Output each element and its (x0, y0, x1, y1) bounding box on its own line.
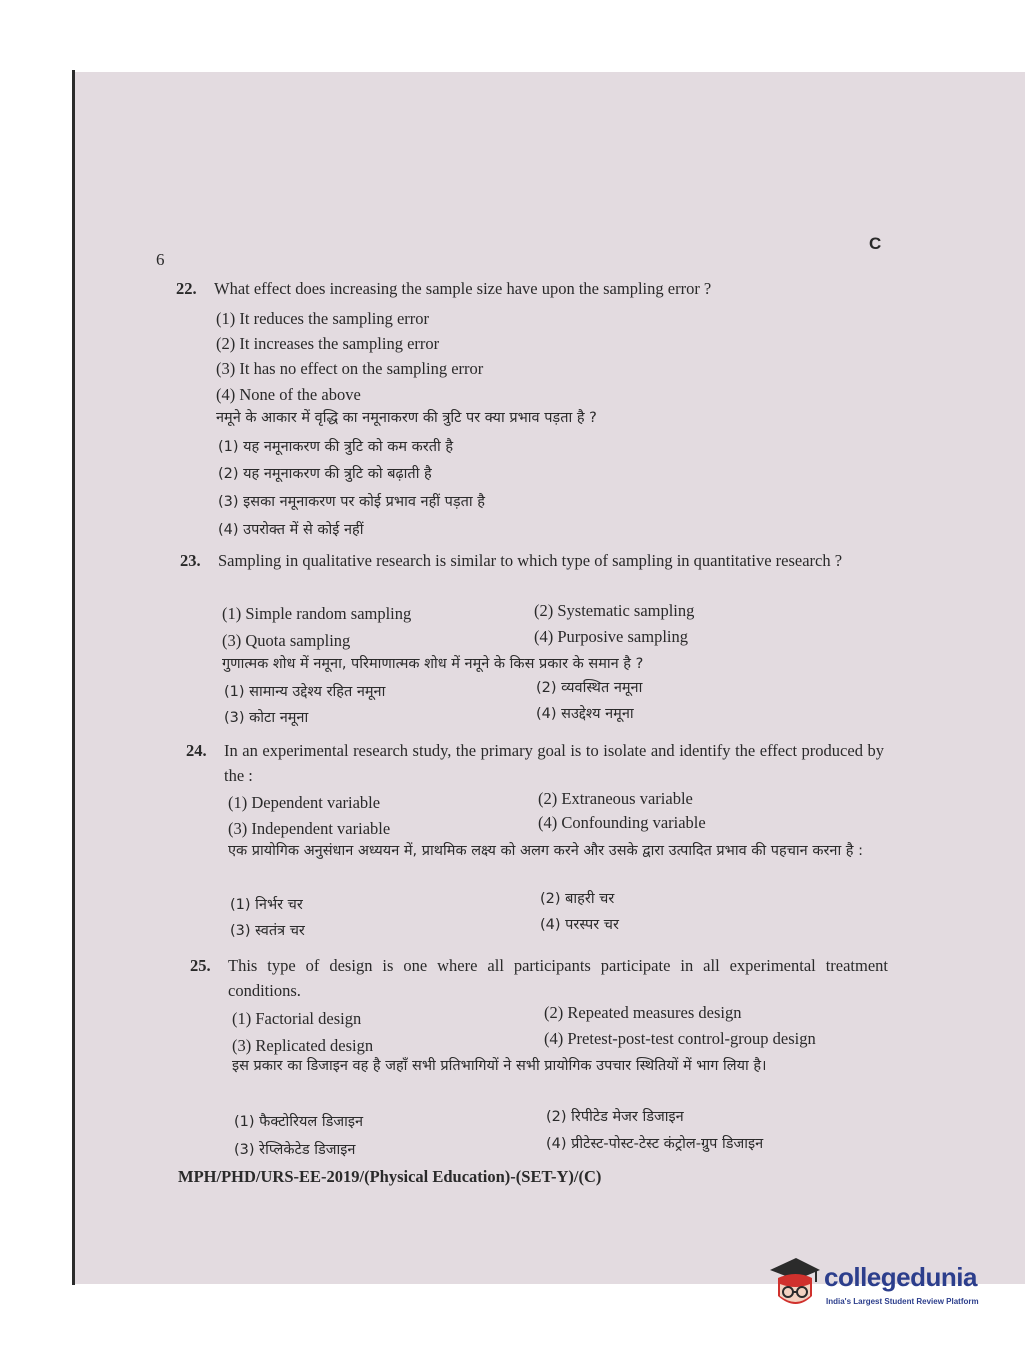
option-hi-1: (1) सामान्य उद्देश्य रहित नमूना (224, 684, 386, 700)
option-en-1: (1) Dependent variable (228, 793, 381, 812)
option-en-2: (2) It increases the sampling error (216, 334, 440, 353)
option-hi-2: (2) रिपीटेड मेजर डिजाइन (546, 1109, 684, 1125)
option-hi-1: (1) फैक्टोरियल डिजाइन (234, 1114, 364, 1130)
option-en-4: (4) Confounding variable (538, 813, 706, 832)
question-24 (186, 738, 886, 943)
question-25 (190, 953, 890, 1158)
option-hi-4: (4) सउद्देश्य नमूना (536, 706, 634, 722)
option-en-1: (1) Factorial design (232, 1009, 362, 1028)
option-en-3: (3) It has no effect on the sampling error (216, 359, 484, 378)
question-text-en: What effect does increasing the sample size have upon the sampling error ? (214, 279, 712, 298)
option-hi-4: (4) उपरोक्त में से कोई नहीं (218, 522, 364, 538)
question-number: 24. (186, 741, 207, 760)
option-en-1: (1) Simple random sampling (222, 604, 412, 623)
question-23 (180, 548, 880, 733)
option-en-4: (4) Pretest-post-test control-group design (544, 1029, 816, 1048)
question-22 (176, 276, 786, 546)
question-text-hi: गुणात्मक शोध में नमूना, परिमाणात्मक शोध में नमूने के किस प्रकार के समान है ? (222, 656, 644, 672)
option-hi-3: (3) इसका नमूनाकरण पर कोई प्रभाव नहीं पड़ता है (218, 494, 485, 510)
option-en-4: (4) None of the above (216, 385, 361, 404)
set-letter: C (869, 234, 882, 253)
option-hi-2: (2) बाहरी चर (540, 891, 615, 907)
question-text-en: This type of design is one where all participants participate in all experimental treatment conditions. (228, 956, 888, 1000)
option-hi-2: (2) व्यवस्थित नमूना (536, 680, 643, 696)
question-text-en: In an experimental research study, the primary goal is to isolate and identify the effect produced by the : (224, 741, 884, 785)
mascot-icon (766, 1250, 822, 1320)
option-hi-4: (4) प्रीटेस्ट-पोस्ट-टेस्ट कंट्रोल-ग्रुप डिजाइन (546, 1136, 764, 1152)
option-hi-3: (3) स्वतंत्र चर (230, 923, 305, 939)
logo-tagline: India's Largest Student Review Platform (826, 1297, 979, 1306)
option-en-3: (3) Replicated design (232, 1036, 374, 1055)
option-hi-1: (1) यह नमूनाकरण की त्रुटि को कम करती है (218, 439, 454, 455)
question-number: 25. (190, 956, 211, 975)
option-en-1: (1) It reduces the sampling error (216, 309, 430, 328)
option-hi-3: (3) कोटा नमूना (224, 710, 309, 726)
option-en-4: (4) Purposive sampling (534, 627, 688, 646)
option-hi-4: (4) परस्पर चर (540, 917, 619, 933)
page-number: 6 (156, 250, 165, 269)
question-text-en: Sampling in qualitative research is similar to which type of sampling in quantitative research ? (218, 551, 843, 570)
option-hi-3: (3) रेप्लिकेटेड डिजाइन (234, 1142, 356, 1158)
option-en-3: (3) Independent variable (228, 819, 391, 838)
question-number: 23. (180, 551, 201, 570)
option-en-2: (2) Repeated measures design (544, 1003, 742, 1022)
option-en-3: (3) Quota sampling (222, 631, 351, 650)
logo-wordmark: collegedunia (824, 1262, 977, 1292)
option-en-2: (2) Systematic sampling (534, 601, 695, 620)
question-text-hi: नमूने के आकार में वृद्धि का नमूनाकरण की त्रुटि पर क्या प्रभाव पड़ता है ? (216, 410, 597, 426)
option-en-2: (2) Extraneous variable (538, 789, 693, 808)
question-number: 22. (176, 279, 197, 298)
question-text-hi: इस प्रकार का डिजाइन वह है जहाँ सभी प्रतिभागियों ने सभी प्रायोगिक उपचार स्थितियों में भाग लिया है। (232, 1058, 767, 1074)
exam-code-footer: MPH/PHD/URS-EE-2019/(Physical Education)-(SET-Y)/(C) (178, 1167, 602, 1186)
option-hi-1: (1) निर्भर चर (230, 897, 303, 913)
collegedunia-logo (766, 1250, 996, 1320)
option-hi-2: (2) यह नमूनाकरण की त्रुटि को बढ़ाती है (218, 466, 432, 482)
question-text-hi: एक प्रायोगिक अनुसंधान अध्ययन में, प्राथमिक लक्ष्य को अलग करने और उसके द्वारा उत्पादित प्रभाव की पहचान करना है : (228, 843, 863, 859)
